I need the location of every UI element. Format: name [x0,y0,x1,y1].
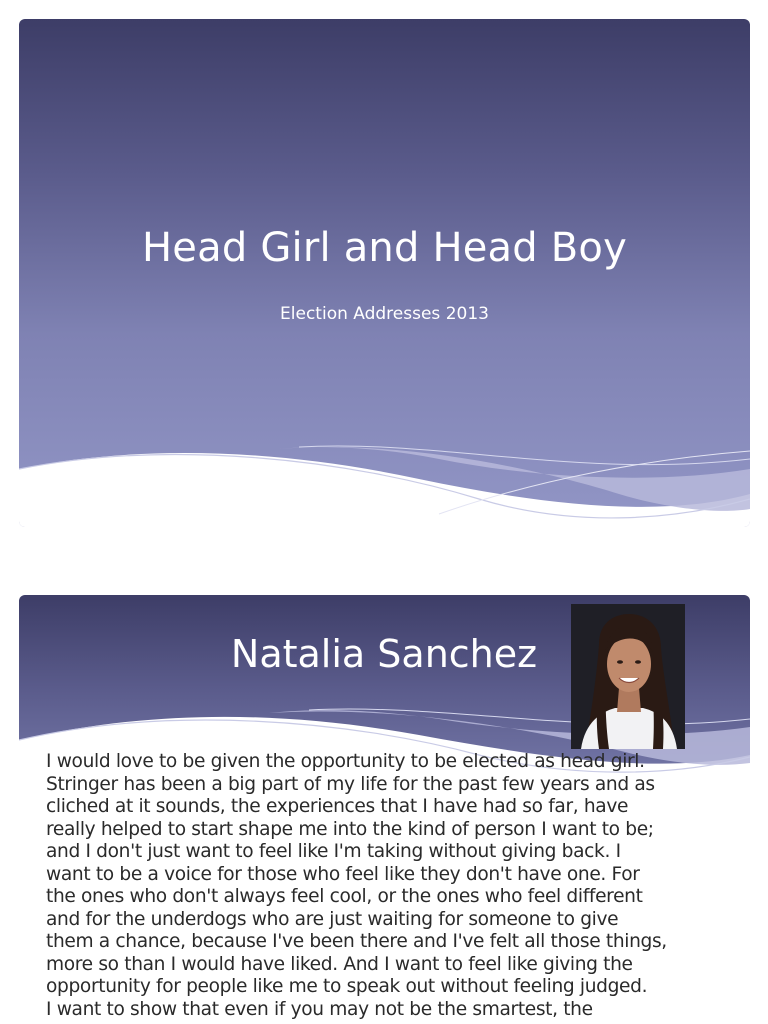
address-line: and for the underdogs who are just waiting for someone to give [46,908,619,930]
address-line: more so than I would have liked. And I want to feel like giving the [46,953,633,975]
address-line: want to be a voice for those who feel like they don't have one. For [46,863,640,885]
wave-decoration [19,439,750,527]
address-line: them a chance, because I've been there and I've felt all those things, [46,931,667,952]
election-address-text [46,751,736,1021]
address-line: I would love to be given the opportunity to be elected as head girl. [46,751,645,772]
address-line: Stringer has been a big part of my life for the past few years and as [46,773,655,795]
presentation-subtitle: Election Addresses 2013 [280,304,489,324]
candidate-name: Natalia Sanchez [230,632,538,676]
address-line: and I don't just want to feel like I'm taking without giving back. I [46,841,621,862]
address-line: the ones who don't always feel cool, or the ones who feel different [46,886,643,907]
address-line: cliched at it sounds, the experiences that I have had so far, have [46,796,629,817]
address-line: opportunity for people like me to speak out without feeling judged. [46,976,648,997]
address-line: really helped to start shape me into the kind of person I want to be; [46,818,654,840]
presentation-title: Head Girl and Head Boy [142,225,627,271]
candidate-slide [19,595,750,1024]
address-line: I want to show that even if you may not be the smartest, the [46,998,593,1020]
title-slide [19,19,750,527]
portrait-photo-icon [571,604,685,749]
